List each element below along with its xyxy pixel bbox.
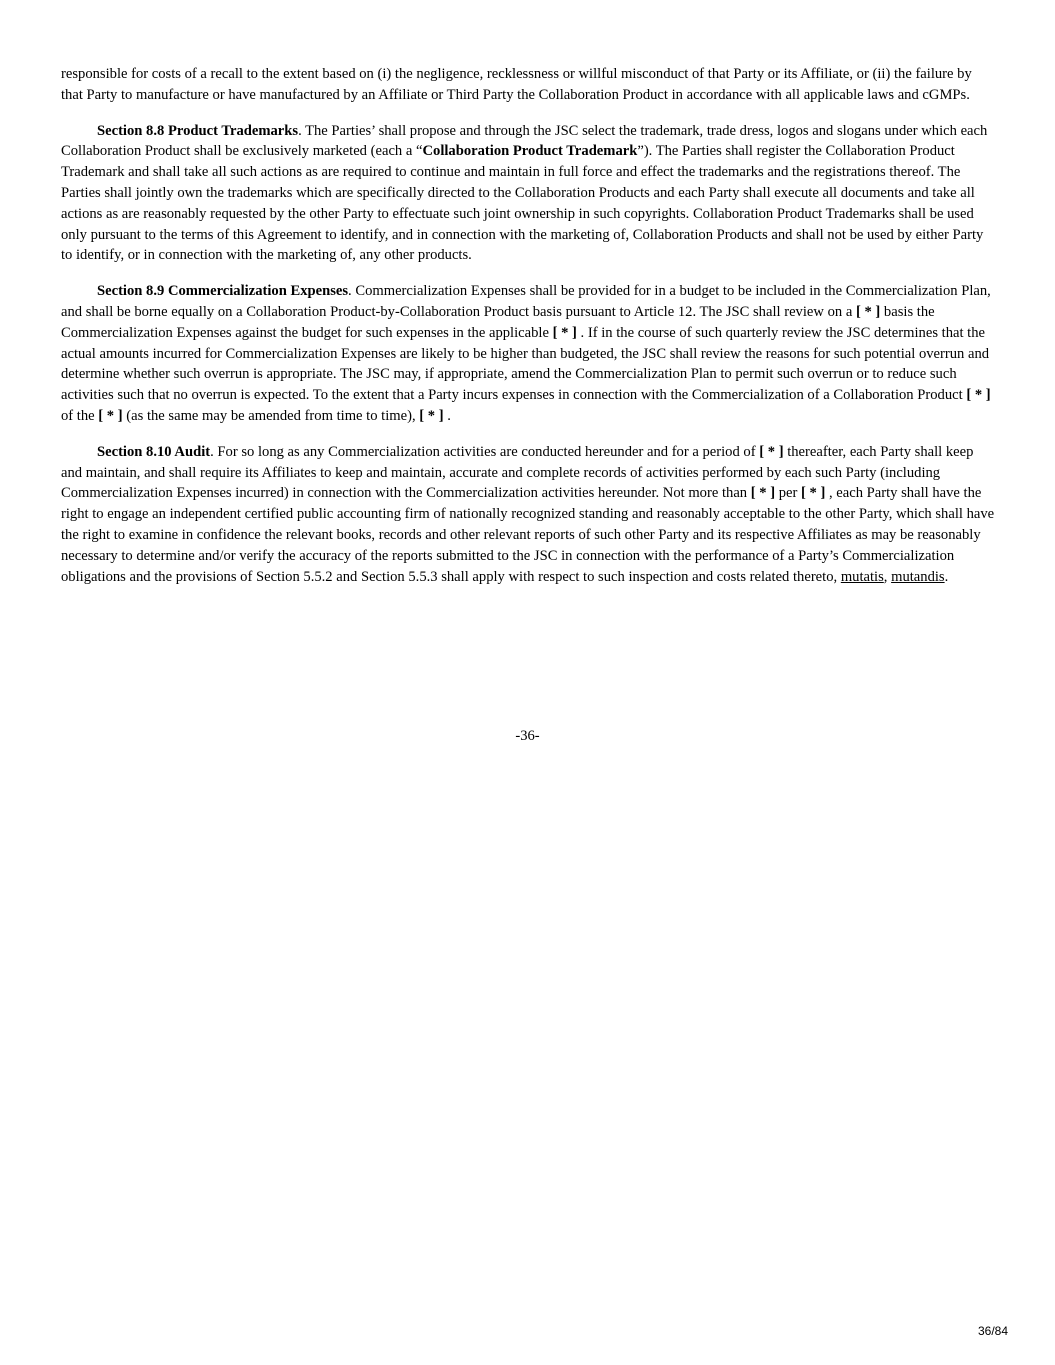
redaction-marker: [ * ]	[966, 387, 991, 404]
section-heading: Section 8.10 Audit	[97, 443, 211, 460]
redaction-marker: [ * ]	[855, 303, 881, 320]
section-text: thereafter, each Party shall keep and maintain, and shall require its Affiliates to keep and maintain, accurate and complete records of activities performed by each such Party (including Commercialization Expenses incurred) in connection with the Commercialization activities hereunder. Not more than	[61, 443, 974, 502]
latin-term-mutandis: mutandis	[891, 568, 945, 585]
section-text: . For so long as any Commercialization activities are conducted hereunder and for a period of	[210, 443, 760, 460]
section-text: .	[944, 568, 949, 585]
section-heading: Section 8.9 Commercialization Expenses	[97, 283, 349, 300]
paragraph-text: responsible for costs of a recall to the extent based on (i) the negligence, recklessness or willful misconduct of that Party or its Affiliate, or (ii) the failure by that Party to manufacture or have manufactured by an Affiliate or Third Party the Collaboration Product in accordance with all applicable laws and cGMPs.	[61, 66, 972, 103]
section-text: . If in the course of such quarterly review the JSC determines that the actual amounts incurred for Commercialization Expenses are likely to be higher than budgeted, the JSC shall review the reasons for such potential overrun and determine whether such overrun is appropriate. The JSC may, if appropriate, amend the Commercialization Plan to permit such overrun or to reduce such activities such that no overrun is expected. To the extent that a Party incurs expenses in connection with the Commercialization of a Collaboration Product	[61, 324, 990, 404]
section-text: . Commercialization Expenses shall be provided for in a budget to be included in the Commercialization Plan, and shall be borne equally on a Collaboration Product-by-Collaboration Product basis pursuant to Article 12. The JSC shall review on a	[61, 283, 991, 320]
section-text: ”). The Parties shall register the Collaboration Product Trademark and shall take all such actions as are required to continue and maintain in full force and effect the trademarks and the registrations thereof. The Parties shall jointly own the trademarks which are specifically directed to the Collaboration Products and each Party shall execute all documents and take all actions as are reasonably requested by the other Party to effectuate such joint ownership in such copyrights. Collaboration Product Trademarks shall be used only pursuant to the terms of this Agreement to identify, and in connection with the marketing of, Collaboration Products and shall not be used by either Party to identify, or in connection with the marketing of, any other products.	[61, 143, 984, 264]
redaction-marker: [ * ]	[552, 324, 577, 341]
section-text: , each Party shall have the right to engage an independent certified public accounting firm of nationally recognized standing and reasonably acceptable to the other Party, which shall have the right to examine in confidence the relevant books, records and other relevant reports of such other Party and its respective Affiliates as may be reasonably necessary to determine and/or verify the accuracy of the reports submitted to the JSC in connection with the performance of a Party’s Commercialization obligations and the provisions of Section 5.5.2 and Section 5.5.3 shall apply with respect to such inspection and costs related thereto,	[61, 485, 995, 585]
redaction-marker: [ * ]	[750, 485, 776, 502]
paragraph-recall-costs	[61, 64, 996, 106]
redaction-marker: [ * ]	[801, 485, 826, 502]
defined-term: Collaboration Product Trademark	[422, 143, 638, 160]
section-text: .	[443, 407, 451, 424]
section-8-9-commercialization-expenses	[61, 281, 996, 427]
section-8-8-product-trademarks	[61, 121, 996, 267]
section-8-10-audit	[61, 442, 996, 588]
redaction-marker: [ * ]	[98, 407, 123, 424]
document-body	[61, 64, 996, 602]
page-count: 36/84	[977, 1324, 1008, 1338]
section-text: (as the same may be amended from time to time),	[122, 407, 420, 424]
page-number: -36-	[515, 728, 540, 744]
redaction-marker: [ * ]	[759, 443, 784, 460]
section-text: . The Parties’ shall propose and through the JSC select the trademark, trade dress, logos and slogans under which each Collaboration Product shall be exclusively marketed (each a “	[61, 122, 988, 160]
section-text: basis the Commercialization Expenses against the budget for such expenses in the applicable	[61, 303, 935, 341]
redaction-marker: [ * ]	[419, 407, 444, 424]
section-text: per	[775, 485, 802, 502]
latin-term-mutatis: mutatis	[840, 568, 884, 585]
section-text: of the	[61, 407, 99, 424]
section-heading: Section 8.8 Product Trademarks	[97, 122, 299, 139]
separator: ,	[883, 568, 892, 585]
